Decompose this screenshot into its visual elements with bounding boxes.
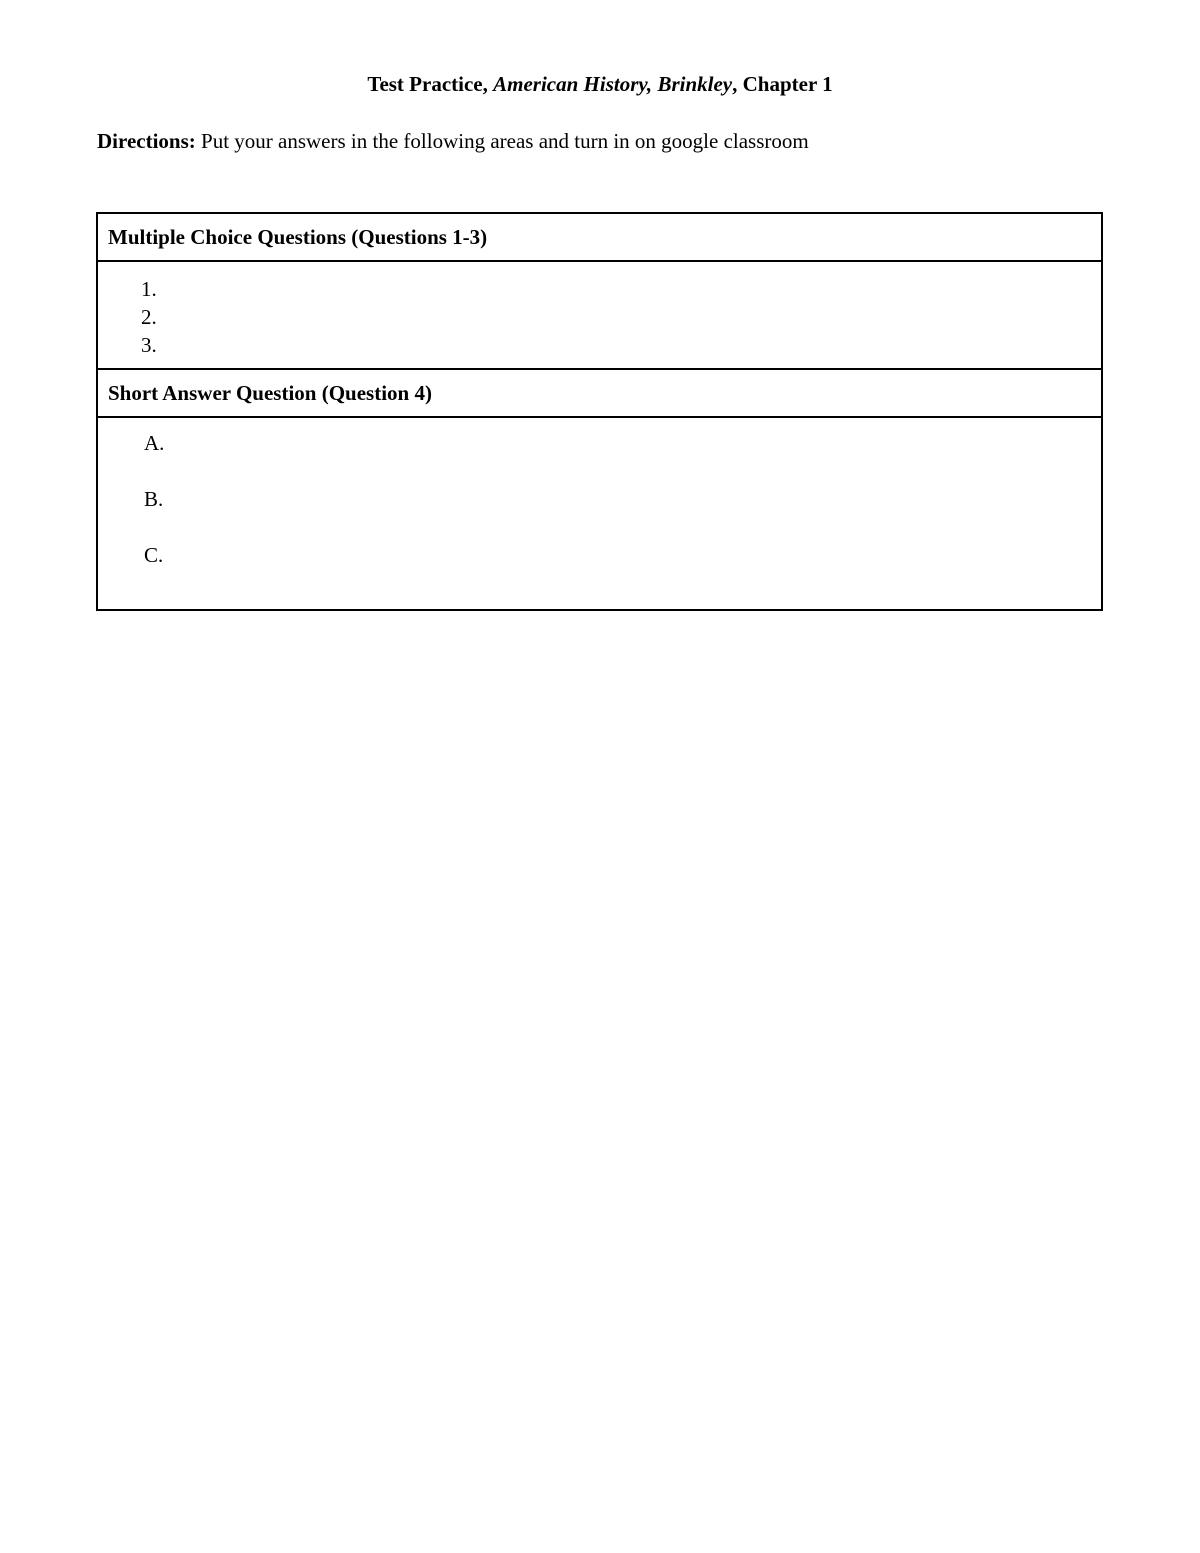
- mc-answer-1[interactable]: 1.: [141, 277, 157, 301]
- sa-answer-c[interactable]: C.: [144, 543, 164, 567]
- multiple-choice-answers[interactable]: [98, 262, 1101, 370]
- title-prefix: Test Practice,: [367, 72, 494, 96]
- mc-answer-3[interactable]: 3.: [141, 333, 157, 357]
- multiple-choice-header: Multiple Choice Questions (Questions 1-3): [98, 214, 1101, 262]
- short-answer-header: Short Answer Question (Question 4): [98, 370, 1101, 418]
- mc-answer-2[interactable]: 2.: [141, 305, 157, 329]
- title-book: American History,: [493, 72, 653, 96]
- directions-text: Put your answers in the following areas and turn in on google classroom: [201, 129, 809, 153]
- title-author: Brinkley: [657, 72, 733, 96]
- directions: [97, 127, 809, 155]
- sa-answer-a[interactable]: A.: [144, 431, 165, 455]
- sa-answer-b[interactable]: B.: [144, 487, 164, 511]
- title-suffix: , Chapter 1: [732, 72, 833, 96]
- page-title: [0, 70, 1200, 98]
- answer-table: [96, 212, 1103, 611]
- directions-label: Directions:: [97, 129, 196, 153]
- short-answer-answers[interactable]: [98, 418, 1101, 609]
